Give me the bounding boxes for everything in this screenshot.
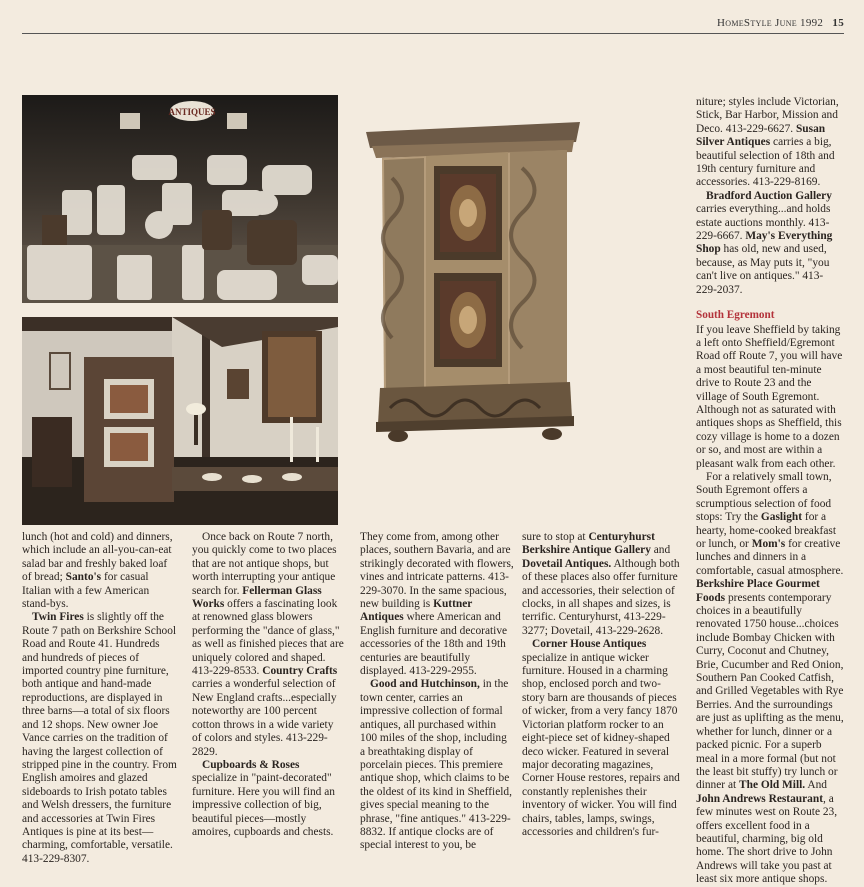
header-rule: [22, 33, 844, 34]
painted-furniture-room-photo: [22, 317, 338, 525]
column-5: [696, 96, 844, 887]
col1-paragraph-1: lunch (hot and cold) and dinners, which include an all-you-can-eat salad bar and freshly baked loaf of bread; Santo's for casual Italian with a few American stand-bys.: [22, 531, 173, 611]
page-number: 15: [832, 17, 844, 29]
col2-paragraph-1: Once back on Route 7 north, you quickly come to two places that are not antique shops, but worth interrupting your antique search for. Fellerman Glass Works offers a fascinating look at renowned glass blowers performing the "dance of glass," as well as finished pieces that are uniquely colored and shaped. 413-229-8533. Country Crafts carries a wonderful selection of New England crafts...especially noteworthy are 100 percent cotton throws in a wide variety of colors and styles. 413-229-2829.: [192, 531, 344, 758]
col5-paragraph-3: If you leave Sheffield by taking a left onto Sheffield/Egremont Road off Route 7, you will have a most beautiful ten-minute drive to Route 23 and the village of South Egremont. Although not as saturated with antiques shops as Sheffield, this cozy village is home to a dozen or so, and most are within a pleasant walk from each other.: [696, 323, 843, 470]
column-4: [522, 531, 682, 839]
col5-paragraph-4: For a relatively small town, South Egremont offers a scrumptious selection of food stops: Try the Gaslight for a hearty, home-cooked breakfast or lunch, or Mom's for creative lunches and dinners in a comfortable, casual atmosphere. Berkshire Place Gourmet Foods presents contemporary choices in a beautifully renovated 1750 house...choices include Bombay Chicken with Curry, Coconut and Chutney, Brie, Cucumber and Red Onion, Southern Pan Cooked Catfish, and Grilled Vegetables with Rye Berries. And the surroundings are just as uplifting as the menu, whether for lunch, dinner or a packed picnic. For a superb meal in a more formal (but not the least bit stuffy) try lunch or dinner at The Old Mill. And John Andrews Restaurant, a few minutes west on Route 23, offers excellent food in a beautiful, charming, big old home. The short drive to John Andrews will take you past at least six more antique shops.: [696, 470, 844, 886]
running-header: [717, 17, 844, 29]
col4-paragraph-2: Corner House Antiques specialize in antique wicker furniture. Housed in a charming shop, enclosed porch and two-story barn are thousands of pieces of wicker, from a very fancy 1870 Victorian platform rocker to an eight-piece set of kidney-shaped deco wicker. Featured in several major decorating magazines, Corner House restores, repairs and constantly replenishes their inventory of wicker. You will find chairs, tables, lamps, swings, accessories and children's fur-: [522, 638, 680, 838]
col2-paragraph-2: Cupboards & Roses specialize in "paint-decorated" furniture. Here you will find an impressive collection of big, beautiful pieces—mostly amoires, cupboards and chests.: [192, 758, 335, 838]
col3-paragraph-2: Good and Hutchinson, in the town center, carries an impressive collection of formal antiques, all purchased within 100 miles of the shop, including a breathtaking display of porcelain pieces. This premiere antique shop, which claims to be the oldest of its kind in Sheffield, gives special meaning to the phrase, "fine antiques." 413-229-8832. If antique clocks are of special interest to you, be: [360, 678, 512, 852]
col3-paragraph-1: They come from, among other places, southern Bavaria, and are strikingly decorated with flowers, vines and intricate patterns. 413-229-3070. In the same spacious, new building is Kuttner Antiques where American and English furniture and decorative accessories of the 18th and 19th centuries are beautifully displayed. 413-229-2955.: [360, 531, 514, 678]
column-3: [360, 531, 514, 853]
col4-paragraph-1: sure to stop at Centuryhurst Berkshire Antique Gallery and Dovetail Antiques. Although both of these places also offer furniture and accessories, their selection of clocks, in all shapes and sizes, is terrific. Centuryhurst, 413-229-3277; Dovetail, 413-229-2628.: [522, 531, 680, 637]
issue-date: June 1992: [775, 17, 824, 29]
col5-paragraph-2: Bradford Auction Gallery carries everything...and holds estate auctions monthly. 413-229-6667. May's Everything Shop has old, new and used, because, as May puts it, "you can't live on antiques." 413-229-2037.: [696, 189, 833, 296]
wicker-furniture-shop-photo: [22, 95, 338, 303]
column-1: [22, 531, 178, 866]
magazine-name: HomeStyle: [717, 17, 772, 29]
col1-paragraph-2: Twin Fires is slightly off the Route 7 path on Berkshire School Road and Route 41. Hundreds and hundreds of pieces of imported country pine furniture, both antique and hand-made reproductions, are displayed in three barns—a total of six floors and 12 shops. New owner Joe Vance carries on the tradition of having the largest collection of stripped pine in the country. From English amoires and glazed sideboards to Irish potato tables and Welsh dressers, the furniture and accessories at Twin Fires Antiques is pine at its best—charming, comfortable, versatile. 413-229-8307.: [22, 611, 177, 865]
section-heading: South Egremont: [696, 309, 775, 322]
col5-paragraph-1: niture; styles include Victorian, Stick, Bar Harbor, Mission and Deco. 413-229-6627. Susan Silver Antiques carries a big, beautiful selection of 18th and 19th century furniture and accessories. 413-229-8169.: [696, 96, 839, 189]
antiques-sign-text: ANTIQUES: [168, 107, 216, 117]
column-2: [192, 531, 344, 839]
painted-armoire-photo: [362, 118, 584, 446]
